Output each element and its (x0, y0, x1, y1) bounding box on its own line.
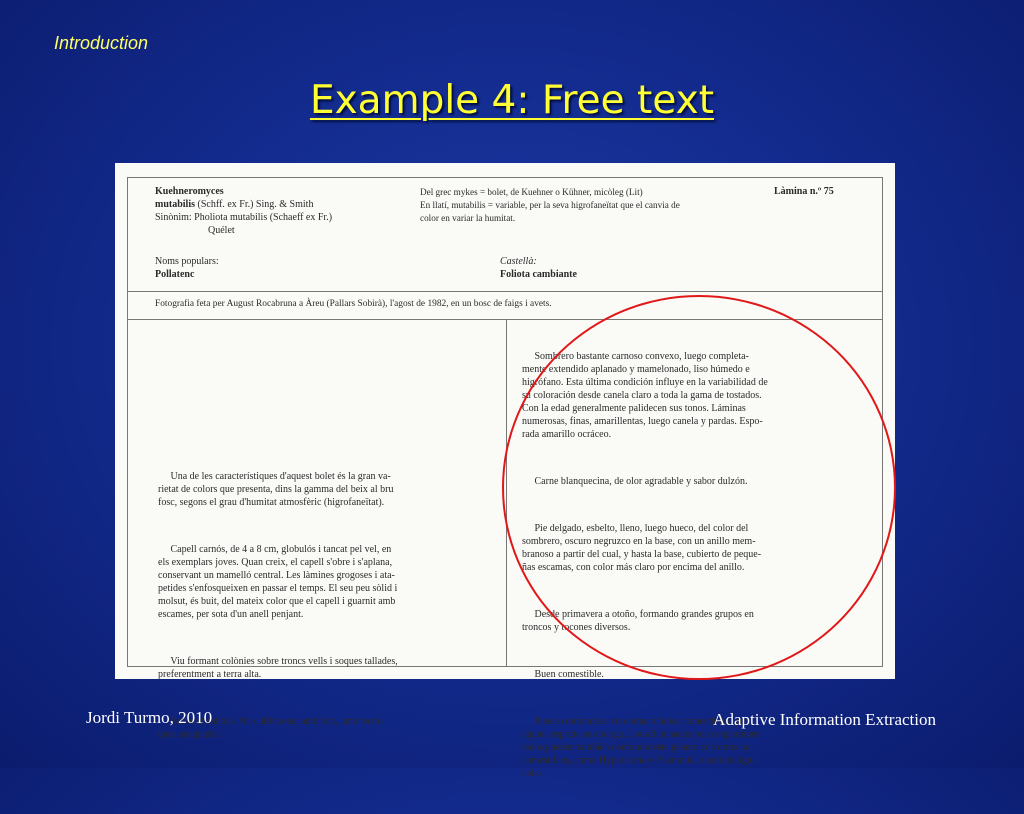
synonym-author: Quélet (208, 225, 235, 236)
species-authority (155, 199, 313, 212)
species-author: (Schff. ex Fr.) Sing. & Smith (195, 199, 314, 210)
highlight-circle (502, 295, 896, 680)
synonym-line: Sinònim: Pholiota mutabilis (Schaeff ex Fr.) (155, 212, 333, 223)
catalan-paragraph: Capell carnós, de 4 a 8 cm, globulós i tancat pel vel, en els exemplars joves. Quan creix, el capell s'obre i s'aplana, conservant un mamelló central. Les làmines grogoses i ata- petides s'enfosqueixen en passar el temps. El seu peu sòlid i molsut, és buit, del mateix color que el capell i guarnit amb escames, per sota d'un anell penjant. (158, 544, 398, 620)
footer-course: Adaptive Information Extraction (713, 710, 936, 729)
etymology-line-1: Del grec mykes = bolet, de Kuehner o Kühner, micòleg (Lit) (420, 187, 643, 197)
castilian-label: Castellà: (500, 256, 537, 267)
spanish-paragraph: Puede confundirse con otras foliotas comestibles, pero alguna especie es amarga. Los aficionados poco experimen- tados pueden también confundir este género con otros no comestibles, como Hypholoma y Flammula, también ligni- colas. (522, 716, 762, 779)
popular-names-label: Noms populars: (155, 256, 219, 267)
etymology-line-2: En llatí, mutabilis = variable, per la seva higrofaneïtat que el canvia de (420, 200, 680, 210)
plate-number: Làmina n.º 75 (774, 186, 834, 197)
catalan-paragraph: Viu formant colònies sobre troncs vells i soques tallades, preferentment a terra alta. (158, 656, 398, 680)
slide-title: Example 4: Free text (309, 78, 715, 123)
spanish-paragraph: Sombrero bastante carnoso convexo, luego completa- mente extendido aplanado y mamelonado, liso húmedo e higrófano. Esta última condición influye en la variabilidad de su coloración desde canela claro a toda la gama de tostados. Con la edad generalmente palidecen sus tonos. Láminas numerosas, finas, amarillentas, luego canela y pardas. Espo- rada amarillo ocráceo. (522, 351, 768, 440)
section-label: Introduction (54, 33, 149, 53)
divider-top (128, 291, 882, 292)
catalan-paragraph: Bon comestible. Pot cultivar-se, amb èxit, amb tècni- ques adequades. (158, 716, 384, 740)
spanish-paragraph: Desde primavera a otoño, formando grandes grupos en troncos y tocones diversos. (522, 609, 754, 633)
popular-name: Pollatenc (155, 269, 195, 280)
species-epithet: mutabilis (155, 199, 196, 210)
spanish-paragraph: Pie delgado, esbelto, lleno, luego hueco, del color del sombrero, oscuro negruzco en la base, con un anillo mem- branoso a partir del cual, y hasta la base, cubierto de peque- ñas escamas, con color más claro por encima del anillo. (522, 523, 762, 573)
catalan-paragraph: Una de les característiques d'aquest bolet és la gran va- rietat de colors que presenta, dins la gamma del beix al bru fosc, segons el grau d'humitat atmosfèric (higrofaneïtat). (158, 471, 394, 508)
spanish-paragraph: Carne blanquecina, de olor agradable y sabor dulzón. (522, 476, 748, 487)
photo-caption: Fotografia feta per August Rocabruna a Àreu (Pallars Sobirà), l'agost de 1982, en un bosc de faigs i avets. (155, 299, 552, 309)
castilian-name: Foliota cambiante (500, 269, 577, 280)
etymology-line-3: color en variar la humitat. (420, 213, 516, 223)
spanish-paragraph: Buen comestible. (522, 669, 604, 680)
footer-author: Jordi Turmo, 2010 (86, 708, 213, 727)
species-name: Kuehneromyces (155, 186, 224, 197)
